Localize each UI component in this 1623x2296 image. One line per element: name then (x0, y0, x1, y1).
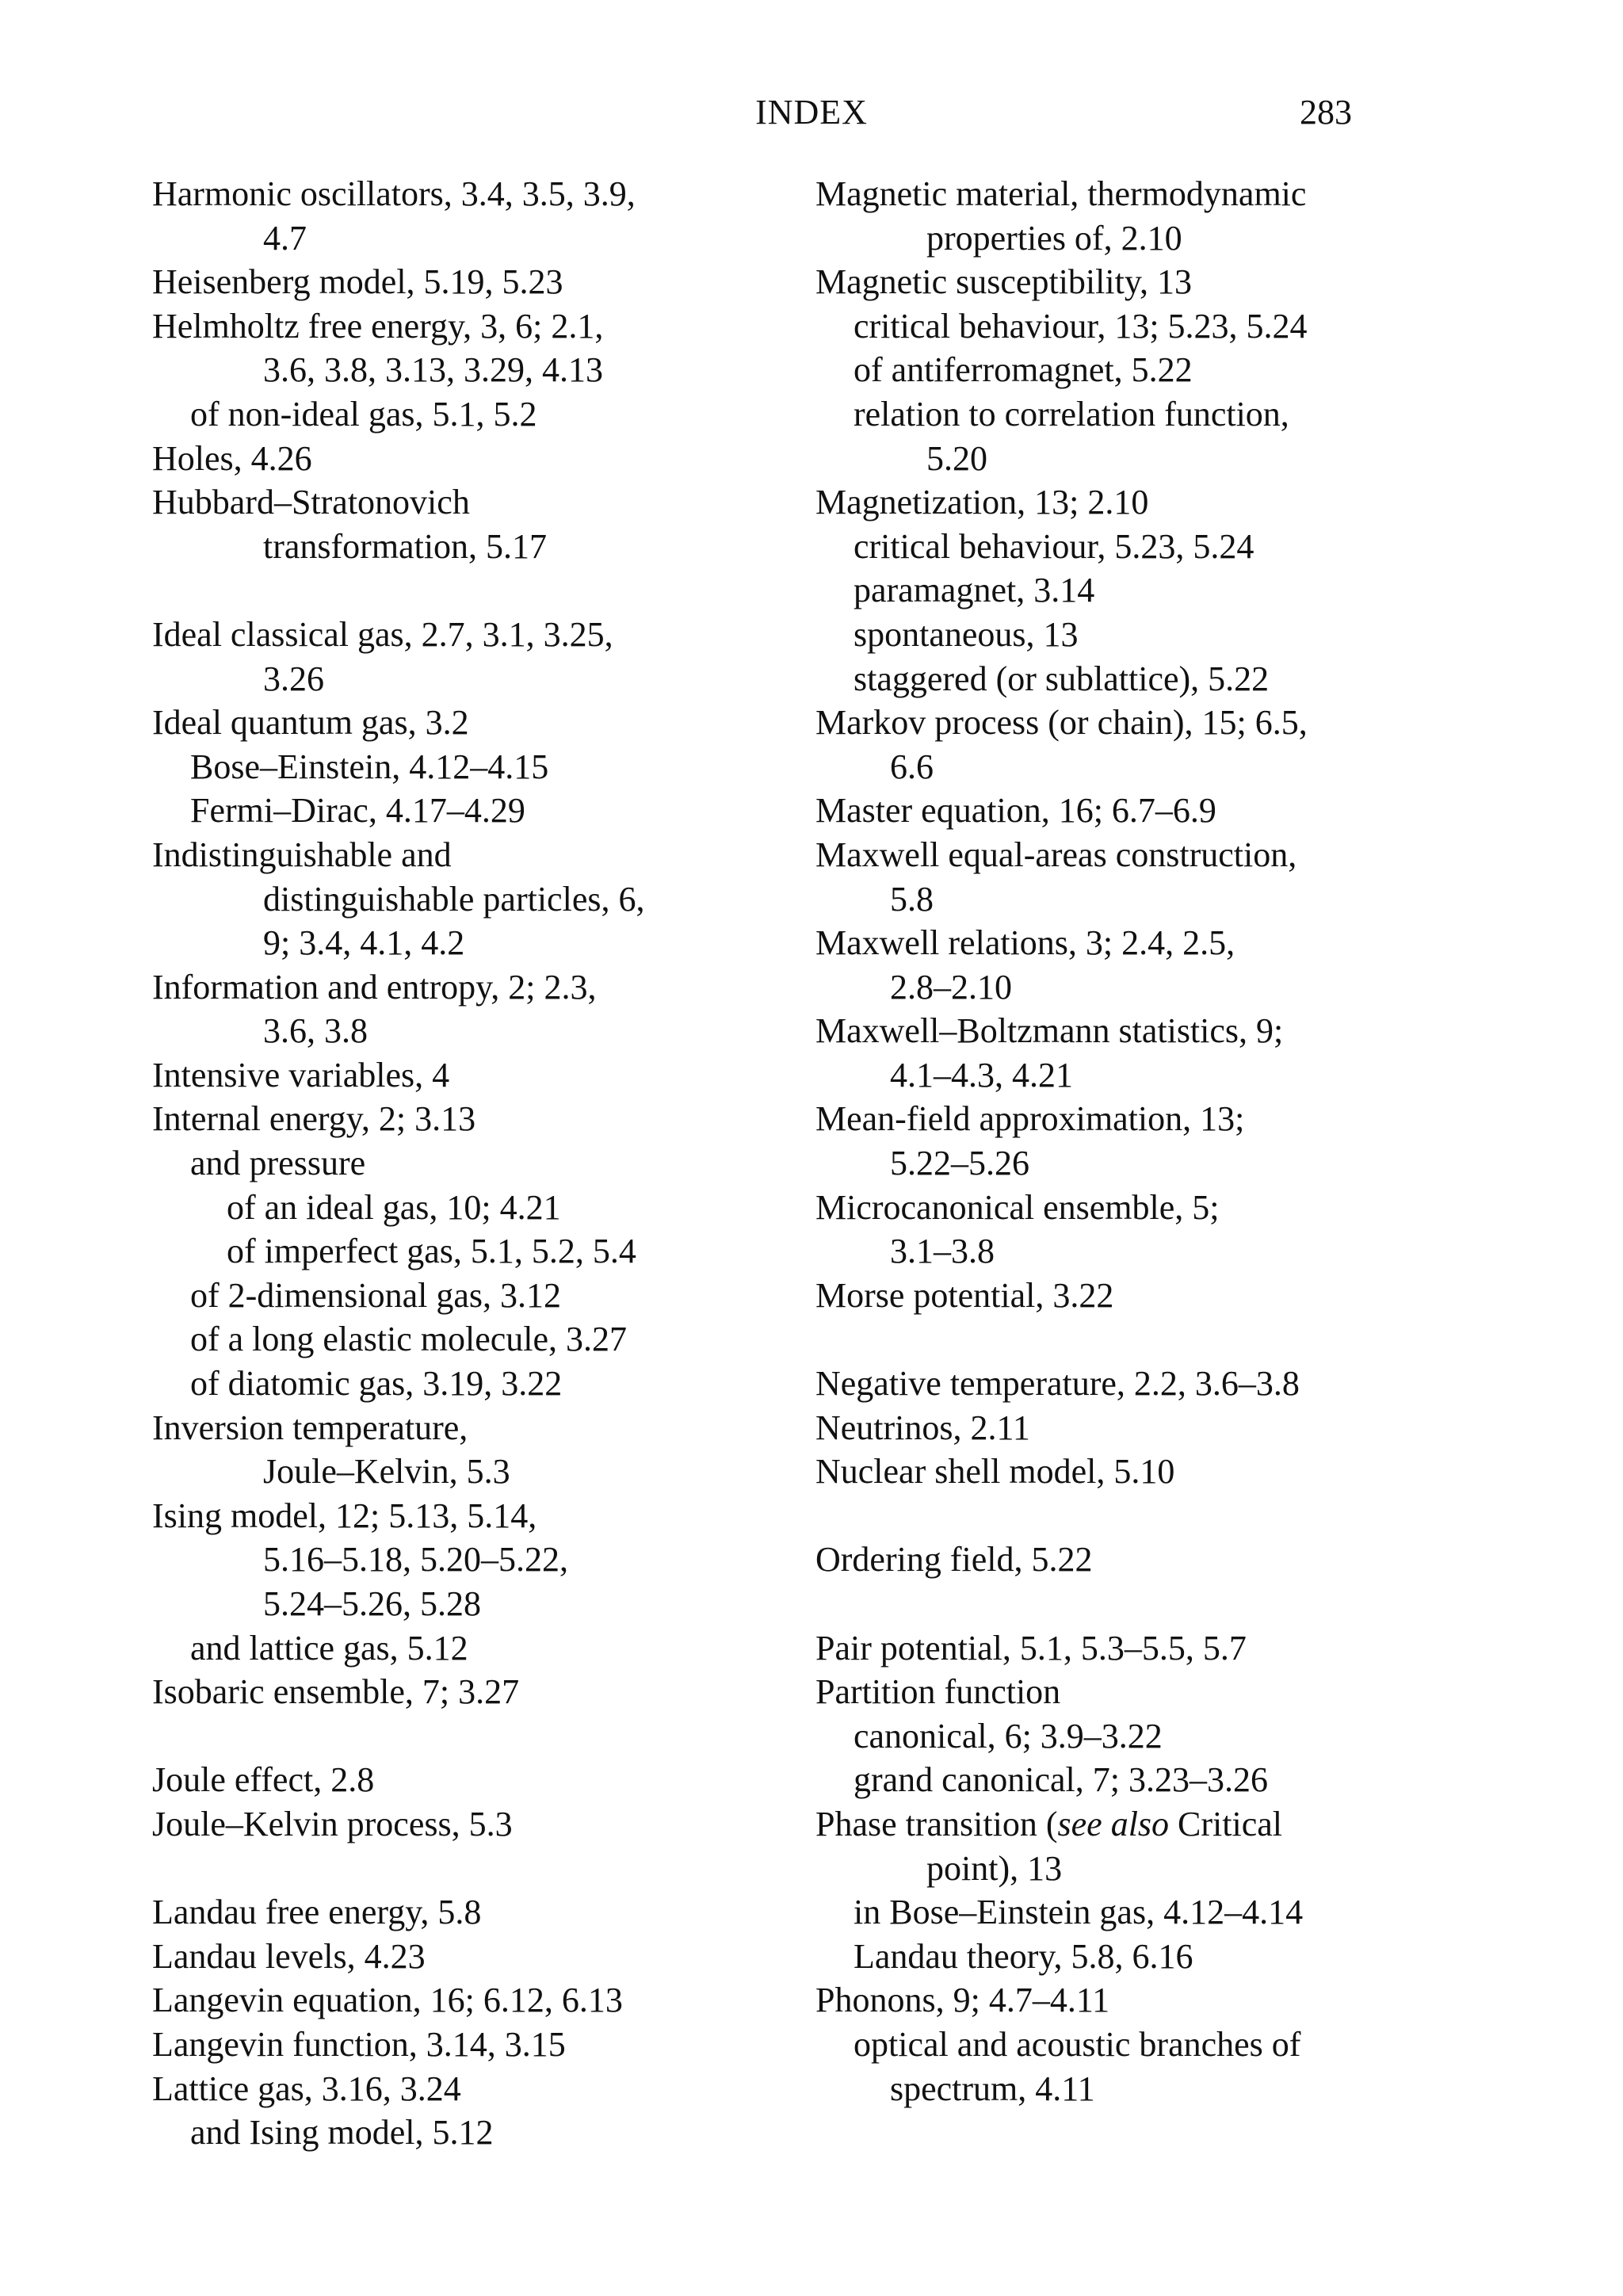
index-entry: Helmholtz free energy, 3, 6; 2.1, (152, 306, 604, 346)
index-entry: Harmonic oscillators, 3.4, 3.5, 3.9, (152, 174, 636, 213)
index-subentry: optical and acoustic branches of (854, 2024, 1301, 2064)
index-entry: Indistinguishable and (152, 835, 452, 874)
letter-group-gap (152, 1847, 786, 1891)
index-entry: Maxwell–Boltzmann statistics, 9; (815, 1011, 1284, 1051)
index-entry: Nuclear shell model, 5.10 (815, 1452, 1175, 1492)
index-entry-continuation: 9; 3.4, 4.1, 4.2 (263, 923, 465, 963)
index-entry-continuation: 3.6, 3.8, 3.13, 3.29, 4.13 (263, 350, 603, 390)
index-subentry: spontaneous, 13 (854, 614, 1079, 654)
index-entry-continuation: 3.26 (263, 659, 324, 698)
index-entry: Morse potential, 3.22 (815, 1275, 1114, 1315)
index-entry: Internal energy, 2; 3.13 (152, 1099, 476, 1139)
index-subentry: of 2-dimensional gas, 3.12 (190, 1275, 562, 1315)
index-subentry: of diatomic gas, 3.19, 3.22 (190, 1364, 563, 1404)
index-subentry: in Bose–Einstein gas, 4.12–4.14 (854, 1893, 1304, 1932)
index-entry: Heisenberg model, 5.19, 5.23 (152, 262, 563, 302)
index-entry: Inversion temperature, (152, 1408, 468, 1447)
index-entry: Maxwell relations, 3; 2.4, 2.5, (815, 923, 1235, 963)
index-subentry: of non-ideal gas, 5.1, 5.2 (190, 394, 537, 434)
index-entry-continuation: 5.20 (926, 438, 987, 478)
index-subentry: and Ising model, 5.12 (190, 2113, 494, 2153)
index-subentry: paramagnet, 3.14 (854, 571, 1095, 610)
index-entry: Phonons, 9; 4.7–4.11 (815, 1981, 1110, 2020)
index-subentry: Bose–Einstein, 4.12–4.15 (190, 747, 549, 786)
index-entry-phase-transition (815, 1802, 1449, 1847)
index-entry-continuation: properties of, 2.10 (926, 218, 1182, 258)
index-subentry: critical behaviour, 5.23, 5.24 (854, 526, 1254, 566)
entry-text: Critical (1169, 1804, 1283, 1843)
index-entry: Joule–Kelvin process, 5.3 (152, 1804, 513, 1843)
index-entry-continuation: spectrum, 4.11 (890, 2069, 1095, 2108)
running-head-title: INDEX (755, 93, 868, 132)
index-subentry: Landau theory, 5.8, 6.16 (854, 1936, 1193, 1976)
index-entry: Ordering field, 5.22 (815, 1540, 1093, 1580)
index-entry-continuation: 3.6, 3.8 (263, 1011, 368, 1051)
see-also-italic: see also (1057, 1804, 1170, 1843)
index-subentry: grand canonical, 7; 3.23–3.26 (854, 1760, 1268, 1800)
index-entry-continuation: 5.16–5.18, 5.20–5.22, (263, 1540, 568, 1580)
index-entry: Maxwell equal-areas construction, (815, 835, 1297, 874)
letter-group-gap (152, 568, 786, 613)
page-header (0, 89, 1623, 136)
entry-text: Phase transition ( (815, 1804, 1058, 1843)
index-subentry: of a long elastic molecule, 3.27 (190, 1320, 628, 1359)
index-subentry: and lattice gas, 5.12 (190, 1628, 468, 1668)
index-entry: Isobaric ensemble, 7; 3.27 (152, 1672, 520, 1712)
index-entry: Hubbard–Stratonovich (152, 483, 470, 522)
index-entry-continuation: 6.6 (890, 747, 934, 786)
index-entry: Neutrinos, 2.11 (815, 1408, 1030, 1447)
index-entry-continuation: point), 13 (926, 1848, 1063, 1888)
index-entry: Markov process (or chain), 15; 6.5, (815, 703, 1308, 743)
index-subentry: relation to correlation function, (854, 394, 1289, 434)
index-entry-continuation: transformation, 5.17 (263, 526, 548, 566)
index-subentry: critical behaviour, 13; 5.23, 5.24 (854, 306, 1308, 346)
index-entry-continuation: 5.8 (890, 879, 934, 919)
index-subsubentry: of imperfect gas, 5.1, 5.2, 5.4 (227, 1232, 636, 1271)
index-entry-continuation: 5.22–5.26 (890, 1144, 1029, 1183)
index-entry-continuation: 4.7 (263, 218, 307, 258)
index-entry-continuation: 4.1–4.3, 4.21 (890, 1055, 1073, 1095)
index-entry: Information and entropy, 2; 2.3, (152, 967, 597, 1007)
index-entry: Intensive variables, 4 (152, 1055, 450, 1095)
index-entry-continuation: Joule–Kelvin, 5.3 (263, 1452, 510, 1492)
index-entry: Microcanonical ensemble, 5; (815, 1187, 1220, 1227)
index-entry: Langevin equation, 16; 6.12, 6.13 (152, 1981, 623, 2020)
index-entry: Master equation, 16; 6.7–6.9 (815, 791, 1216, 831)
index-entry: Ising model, 12; 5.13, 5.14, (152, 1496, 537, 1535)
index-subentry: staggered (or sublattice), 5.22 (854, 659, 1270, 698)
index-entry: Magnetic material, thermodynamic (815, 174, 1307, 213)
index-column-left (152, 172, 786, 2155)
letter-group-gap (815, 1317, 1449, 1362)
index-entry: Joule effect, 2.8 (152, 1760, 375, 1800)
index-subentry: of antiferromagnet, 5.22 (854, 350, 1193, 390)
index-entry-continuation: 5.24–5.26, 5.28 (263, 1584, 481, 1623)
index-entry-continuation: 3.1–3.8 (890, 1232, 995, 1271)
index-entry: Partition function (815, 1672, 1061, 1712)
index-entry: Landau levels, 4.23 (152, 1936, 426, 1976)
letter-group-gap (815, 1494, 1449, 1538)
index-entry: Magnetization, 13; 2.10 (815, 483, 1149, 522)
index-subentry: canonical, 6; 3.9–3.22 (854, 1716, 1163, 1755)
index-entry: Ideal classical gas, 2.7, 3.1, 3.25, (152, 614, 613, 654)
letter-group-gap (152, 1714, 786, 1759)
index-entry: Negative temperature, 2.2, 3.6–3.8 (815, 1364, 1300, 1404)
index-entry: Lattice gas, 3.16, 3.24 (152, 2069, 461, 2108)
index-entry: Mean-field approximation, 13; (815, 1099, 1245, 1139)
index-subentry: and pressure (190, 1144, 366, 1183)
index-entry: Holes, 4.26 (152, 438, 312, 478)
letter-group-gap (815, 1582, 1449, 1626)
index-entry: Ideal quantum gas, 3.2 (152, 703, 469, 743)
index-entry: Landau free energy, 5.8 (152, 1893, 482, 1932)
index-column-right (815, 172, 1449, 2111)
index-entry: Magnetic susceptibility, 13 (815, 262, 1192, 302)
index-subentry: Fermi–Dirac, 4.17–4.29 (190, 791, 525, 831)
index-entry-continuation: distinguishable particles, 6, (263, 879, 645, 919)
index-subsubentry: of an ideal gas, 10; 4.21 (227, 1187, 561, 1227)
index-entry: Pair potential, 5.1, 5.3–5.5, 5.7 (815, 1628, 1247, 1668)
index-entry: Langevin function, 3.14, 3.15 (152, 2024, 566, 2064)
index-entry-continuation: 2.8–2.10 (890, 967, 1012, 1007)
page-number: 283 (1300, 93, 1352, 132)
